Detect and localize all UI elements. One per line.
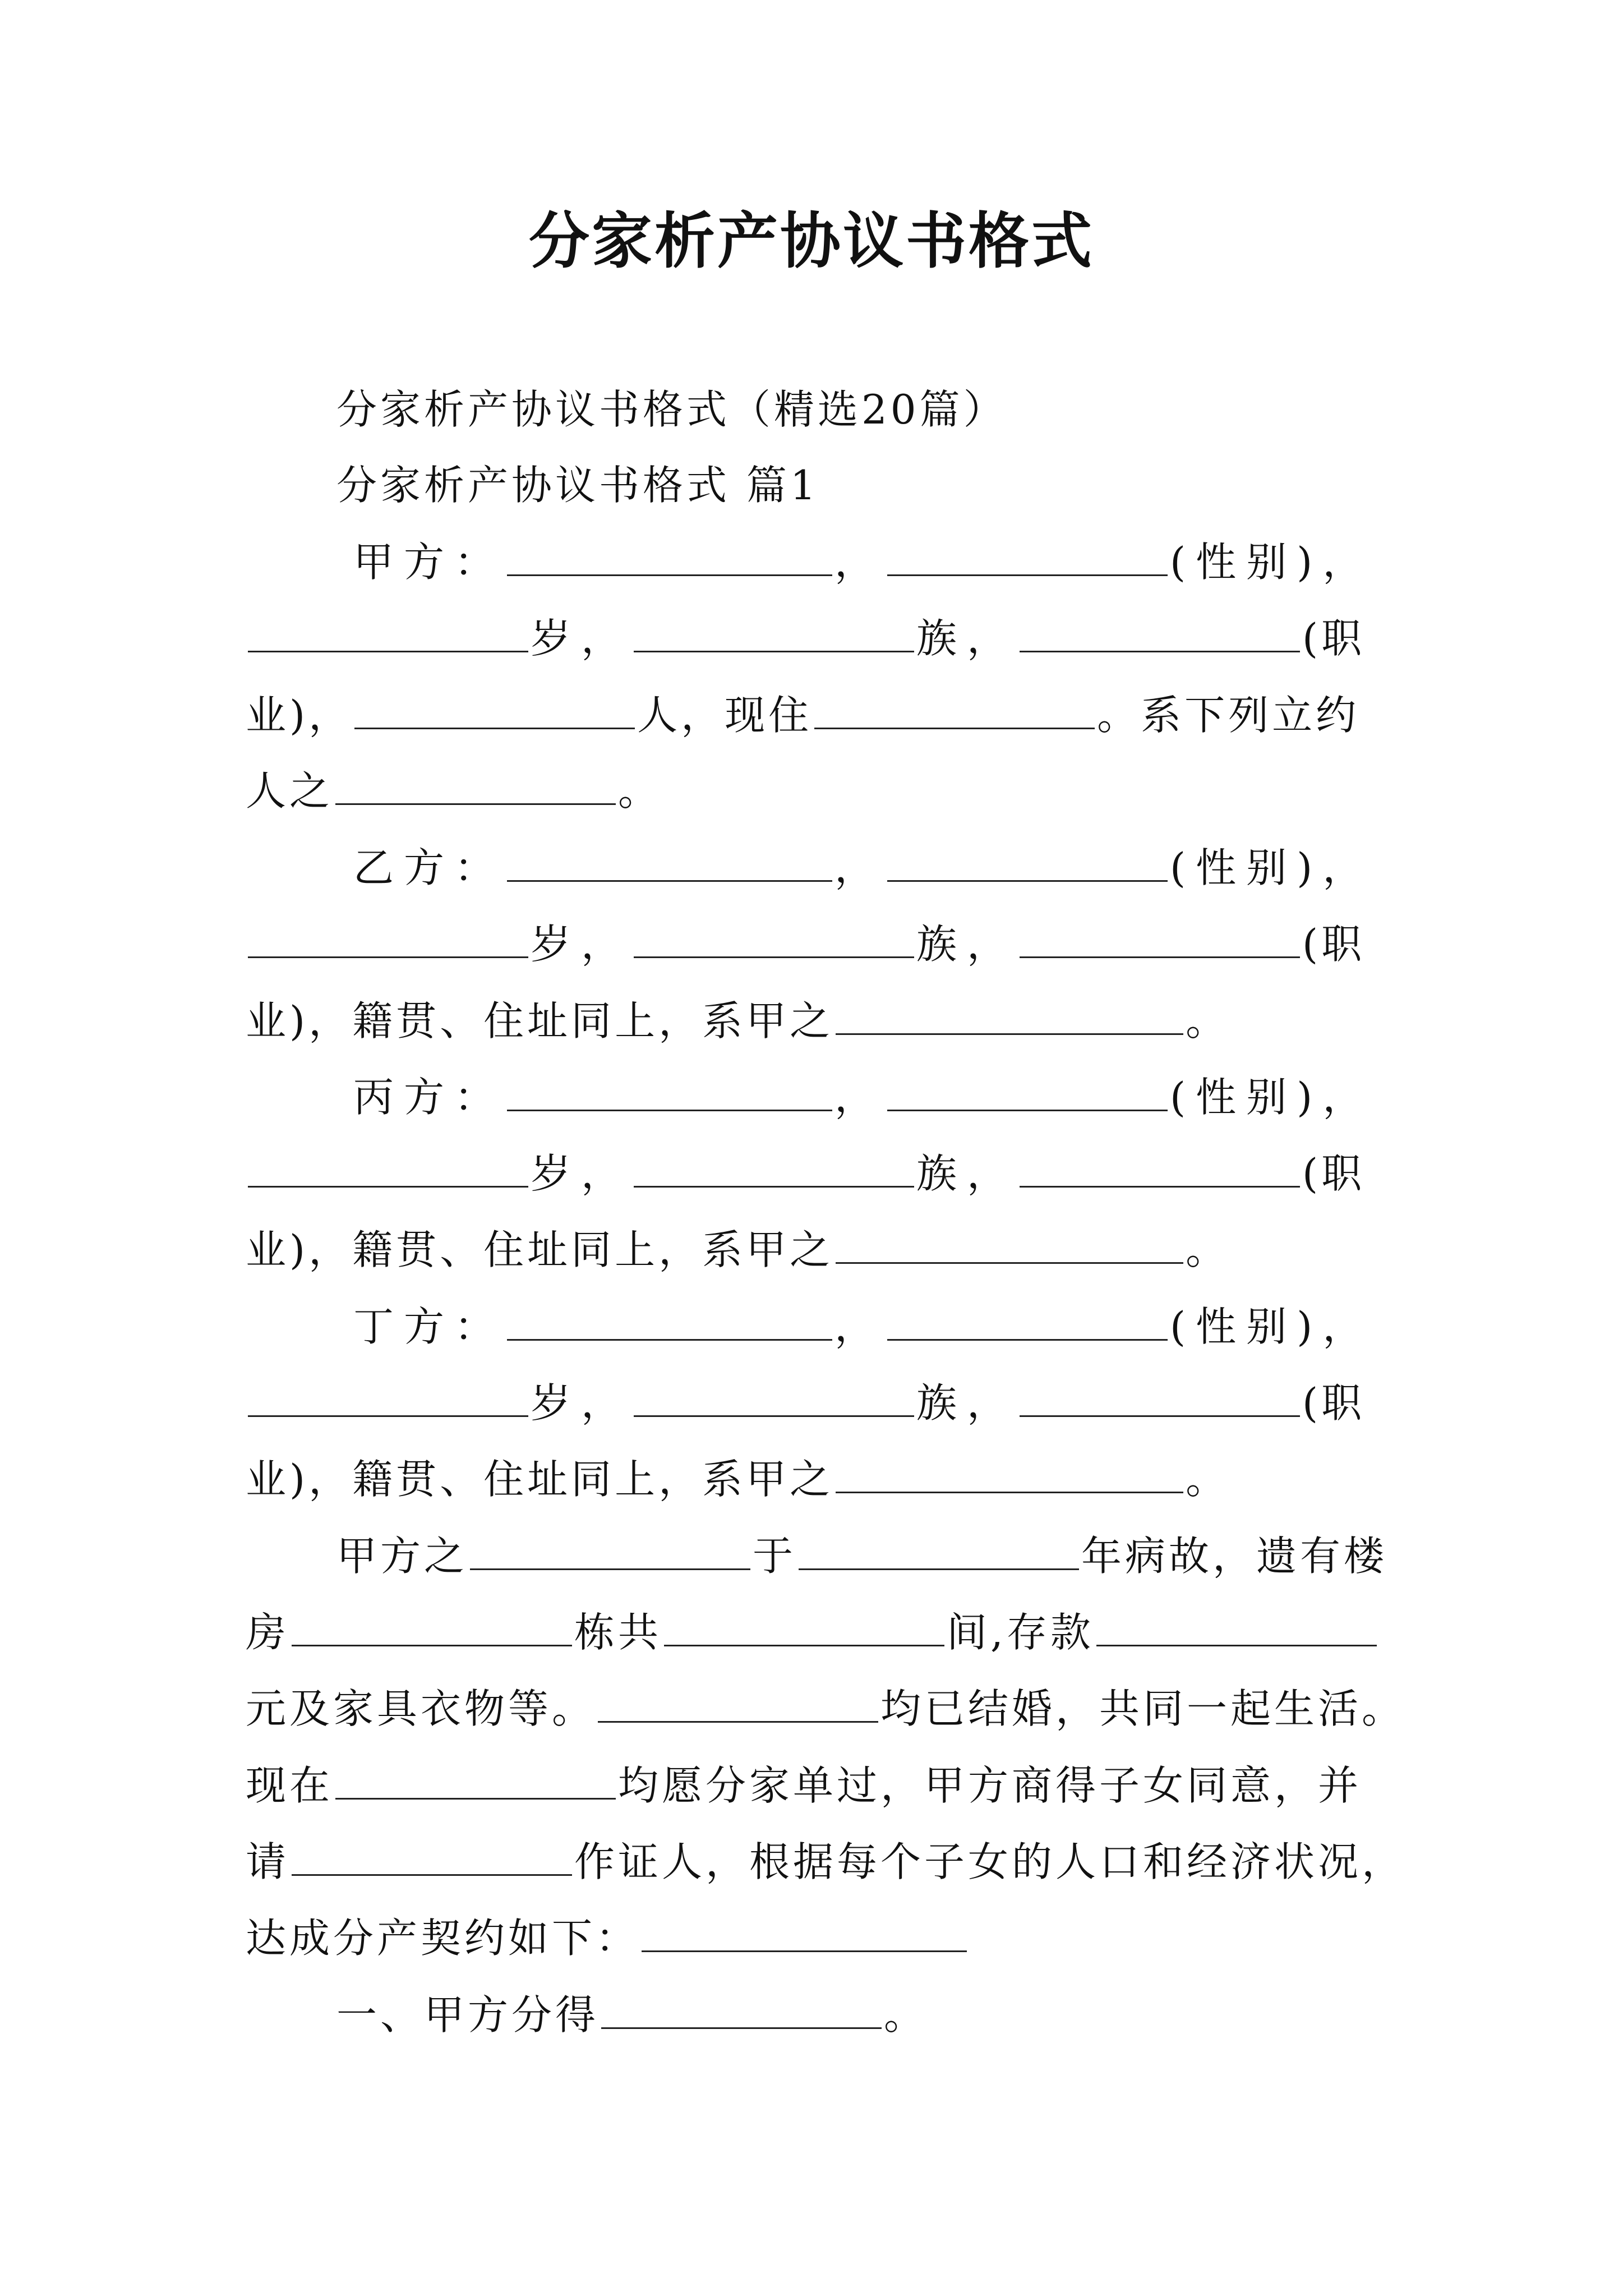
job-close-label: 业)，籍贯、住址同上，系甲之 bbox=[246, 1456, 834, 1503]
party-c-line-1 bbox=[353, 1069, 1373, 1125]
body-text: 。 bbox=[884, 1991, 928, 2039]
gender-label: (性别)， bbox=[1170, 1074, 1373, 1121]
blank-field[interactable] bbox=[292, 1837, 572, 1876]
body-text: 年病故，遗有楼 bbox=[1081, 1533, 1388, 1580]
blank-field[interactable] bbox=[354, 691, 635, 729]
age-label: 岁， bbox=[531, 1150, 632, 1197]
body-text: 均已结婚，共同一起生活。 bbox=[880, 1685, 1406, 1732]
job-open-label: (职 bbox=[1302, 1150, 1366, 1197]
gender-label: (性别)， bbox=[1170, 1303, 1373, 1350]
body-text: 一、甲方分得 bbox=[336, 1991, 600, 2039]
party-a-label: 甲方： bbox=[353, 539, 505, 586]
blank-field[interactable] bbox=[248, 1378, 528, 1417]
body-text: 达成分产契约如下： bbox=[246, 1915, 640, 1962]
age-label: 岁， bbox=[531, 615, 632, 662]
blank-field[interactable] bbox=[836, 1455, 1183, 1493]
blank-field[interactable] bbox=[887, 843, 1168, 882]
blank-field[interactable] bbox=[664, 1608, 944, 1646]
body-text: 均愿分家单过，甲方商得子女同意，并 bbox=[618, 1762, 1362, 1809]
body-text: 房 bbox=[246, 1609, 290, 1656]
blank-field[interactable] bbox=[507, 537, 832, 576]
blank-field[interactable] bbox=[292, 1608, 572, 1646]
blank-field[interactable] bbox=[248, 1149, 528, 1188]
blank-field[interactable] bbox=[1020, 1378, 1300, 1417]
period: 。 bbox=[1186, 1226, 1230, 1273]
blank-field[interactable] bbox=[598, 1684, 878, 1723]
job-close-label: 业)，籍贯、住址同上，系甲之 bbox=[246, 1226, 834, 1273]
ethnic-label: 族， bbox=[916, 921, 1018, 968]
party-a-line-2 bbox=[246, 610, 1365, 666]
job-open-label: (职 bbox=[1302, 1379, 1366, 1427]
gender-label: (性别)， bbox=[1170, 539, 1373, 586]
age-label: 岁， bbox=[531, 921, 632, 968]
blank-field[interactable] bbox=[634, 614, 914, 652]
body-text: 请 bbox=[246, 1838, 290, 1885]
party-b-line-2 bbox=[246, 916, 1365, 972]
blank-field[interactable] bbox=[887, 537, 1168, 576]
origin-label: 人，现住 bbox=[637, 692, 813, 739]
party-d-line-1 bbox=[353, 1299, 1373, 1355]
period: 。 bbox=[1186, 997, 1230, 1045]
blank-field[interactable] bbox=[601, 1990, 882, 2029]
party-b-line-1 bbox=[353, 840, 1373, 896]
comma: ， bbox=[834, 1303, 886, 1350]
blank-field[interactable] bbox=[1020, 614, 1300, 652]
body-text: 间,存款 bbox=[947, 1609, 1094, 1656]
blank-field[interactable] bbox=[335, 1761, 616, 1800]
blank-field[interactable] bbox=[799, 1531, 1079, 1570]
body-text: 作证人，根据每个子女的人口和经济状况， bbox=[574, 1838, 1406, 1885]
body-text: 栋共 bbox=[574, 1609, 662, 1656]
blank-field[interactable] bbox=[1096, 1608, 1377, 1646]
party-d-label: 丁方： bbox=[353, 1303, 505, 1350]
body-line-5 bbox=[246, 1834, 1405, 1890]
blank-field[interactable] bbox=[634, 1378, 914, 1417]
period: 。 bbox=[1186, 1456, 1230, 1503]
ethnic-label: 族， bbox=[916, 615, 1018, 662]
body-text: 甲方之 bbox=[336, 1533, 468, 1580]
job-open-label: (职 bbox=[1302, 921, 1366, 968]
ethnic-label: 族， bbox=[916, 1150, 1018, 1197]
party-d-line-3 bbox=[246, 1451, 1229, 1507]
blank-field[interactable] bbox=[887, 1302, 1168, 1341]
blank-field[interactable] bbox=[836, 1225, 1183, 1264]
job-open-label: (职 bbox=[1302, 615, 1366, 662]
party-a-line-1 bbox=[353, 534, 1373, 590]
party-a-line-3 bbox=[246, 687, 1359, 743]
ethnic-label: 族， bbox=[916, 1379, 1018, 1427]
relation-label: 人之 bbox=[246, 767, 334, 815]
party-a-line-4 bbox=[246, 763, 662, 819]
comma: ， bbox=[834, 844, 886, 891]
body-line-3 bbox=[246, 1681, 1405, 1737]
party-c-label: 丙方： bbox=[353, 1074, 505, 1121]
blank-field[interactable] bbox=[248, 919, 528, 958]
body-text: 现在 bbox=[246, 1762, 334, 1809]
blank-field[interactable] bbox=[335, 766, 616, 805]
blank-field[interactable] bbox=[470, 1531, 750, 1570]
party-b-label: 乙方： bbox=[353, 844, 505, 891]
body-line-1 bbox=[336, 1528, 1387, 1584]
blank-field[interactable] bbox=[887, 1073, 1168, 1111]
blank-field[interactable] bbox=[507, 843, 832, 882]
blank-field[interactable] bbox=[634, 919, 914, 958]
job-close-label: 业)，籍贯、住址同上，系甲之 bbox=[246, 997, 834, 1045]
section-heading: 分家析产协议书格式 篇1 bbox=[336, 462, 819, 509]
subtitle: 分家析产协议书格式（精选20篇） bbox=[336, 386, 1007, 433]
blank-field[interactable] bbox=[836, 996, 1183, 1035]
job-close-label: 业)， bbox=[246, 692, 353, 739]
body-text: 于 bbox=[753, 1533, 797, 1580]
blank-field[interactable] bbox=[814, 691, 1095, 729]
body-line-6 bbox=[246, 1910, 969, 1966]
party-c-line-2 bbox=[246, 1145, 1365, 1202]
end-label: 。系下列立约 bbox=[1097, 692, 1360, 739]
period: 。 bbox=[618, 767, 662, 815]
item-1-line bbox=[336, 1987, 928, 2043]
blank-field[interactable] bbox=[642, 1913, 967, 1952]
party-c-line-3 bbox=[246, 1222, 1229, 1278]
blank-field[interactable] bbox=[507, 1302, 832, 1341]
party-d-line-2 bbox=[246, 1375, 1365, 1431]
comma: ， bbox=[834, 539, 886, 586]
document-title: 分家析产协议书格式 bbox=[528, 206, 1094, 277]
blank-field[interactable] bbox=[507, 1073, 832, 1111]
comma: ， bbox=[834, 1074, 886, 1121]
blank-field[interactable] bbox=[1020, 919, 1300, 958]
party-b-line-3 bbox=[246, 993, 1229, 1049]
blank-field[interactable] bbox=[248, 614, 528, 652]
blank-field[interactable] bbox=[1020, 1149, 1300, 1188]
body-line-4 bbox=[246, 1757, 1362, 1814]
blank-field[interactable] bbox=[634, 1149, 914, 1188]
age-label: 岁， bbox=[531, 1379, 632, 1427]
body-text: 元及家具衣物等。 bbox=[246, 1685, 596, 1732]
body-line-2 bbox=[246, 1604, 1379, 1660]
gender-label: (性别)， bbox=[1170, 844, 1373, 891]
